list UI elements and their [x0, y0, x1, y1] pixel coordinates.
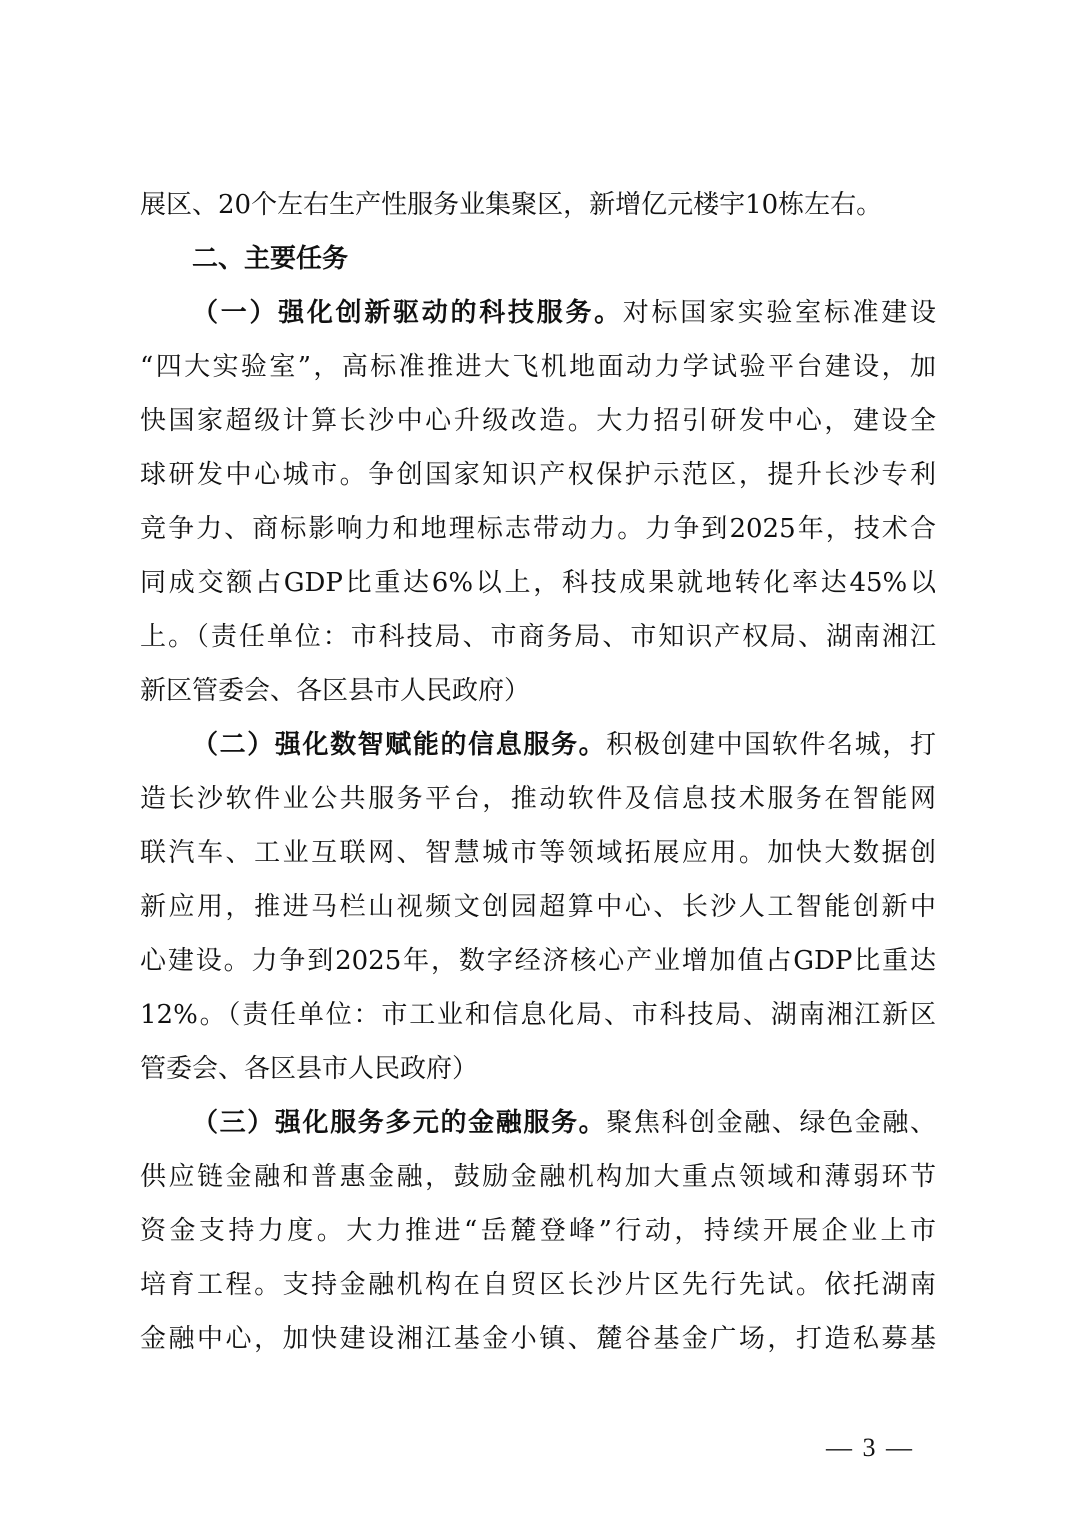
- line-text: 供应链金融和普惠金融，鼓励金融机构加大重点领域和薄弱环节: [140, 1162, 936, 1192]
- line-text: 联汽车、工业互联网、智慧城市等领域拓展应用。加快大数据创: [140, 838, 936, 868]
- text-line: [140, 1258, 936, 1312]
- line-text: 金融中心，加快建设湘江基金小镇、麓谷基金广场，打造私募基: [140, 1324, 936, 1354]
- text-line: [140, 934, 936, 988]
- line-text: 二、主要任务: [192, 244, 349, 274]
- text-line: [140, 1042, 936, 1096]
- line-text: 积极创建中国软件名城，打: [606, 730, 936, 760]
- subsection-title: （一）强化创新驱动的科技服务。: [192, 298, 623, 328]
- line-text: 心建设。力争到2025年，数字经济核心产业增加值占GDP比重达: [140, 946, 936, 976]
- line-text: 12%。（责任单位：市工业和信息化局、市科技局、湖南湘江新区: [140, 1000, 936, 1030]
- text-line: [140, 178, 936, 232]
- line-text: 造长沙软件业公共服务平台，推动软件及信息技术服务在智能网: [140, 784, 936, 814]
- text-line: [140, 286, 936, 340]
- text-line: [140, 772, 936, 826]
- text-line: [140, 988, 936, 1042]
- line-text: 资金支持力度。大力推进“岳麓登峰”行动，持续开展企业上市: [140, 1216, 936, 1246]
- text-line: [140, 394, 936, 448]
- section-heading: [140, 232, 936, 286]
- subsection-title: （三）强化服务多元的金融服务。: [192, 1108, 607, 1138]
- text-line: [140, 556, 936, 610]
- line-text: 上。（责任单位：市科技局、市商务局、市知识产权局、湖南湘江: [140, 622, 936, 652]
- text-line: [140, 1204, 936, 1258]
- line-text: 新区管委会、各区县市人民政府）: [140, 676, 531, 706]
- line-text: 展区、20个左右生产性服务业集聚区，新增亿元楼宇10栋左右。: [140, 190, 883, 220]
- line-text: 管委会、各区县市人民政府）: [140, 1054, 479, 1084]
- text-line: [140, 340, 936, 394]
- text-line: [140, 880, 936, 934]
- line-text: 培育工程。支持金融机构在自贸区长沙片区先行先试。依托湖南: [140, 1270, 936, 1300]
- text-line: [140, 610, 936, 664]
- line-text: 快国家超级计算长沙中心升级改造。大力招引研发中心，建设全: [140, 406, 936, 436]
- line-text: “四大实验室”，高标准推进大飞机地面动力学试验平台建设，加: [140, 352, 936, 382]
- subsection-title: （二）强化数智赋能的信息服务。: [192, 730, 607, 760]
- line-text: 同成交额占GDP比重达6%以上，科技成果就地转化率达45%以: [140, 568, 936, 598]
- page-number: — 3 —: [826, 1433, 914, 1462]
- text-line: [140, 448, 936, 502]
- text-line: [140, 1312, 936, 1366]
- document-body: [140, 178, 936, 1366]
- line-text: 竞争力、商标影响力和地理标志带动力。力争到2025年，技术合: [140, 514, 936, 544]
- text-line: [140, 826, 936, 880]
- line-text: 球研发中心城市。争创国家知识产权保护示范区，提升长沙专利: [140, 460, 936, 490]
- text-line: [140, 502, 936, 556]
- text-line: [140, 718, 936, 772]
- line-text: 新应用，推进马栏山视频文创园超算中心、长沙人工智能创新中: [140, 892, 936, 922]
- text-line: [140, 664, 936, 718]
- line-text: 聚焦科创金融、绿色金融、: [606, 1108, 936, 1138]
- text-line: [140, 1096, 936, 1150]
- line-text: 对标国家实验室标准建设: [622, 298, 936, 328]
- text-line: [140, 1150, 936, 1204]
